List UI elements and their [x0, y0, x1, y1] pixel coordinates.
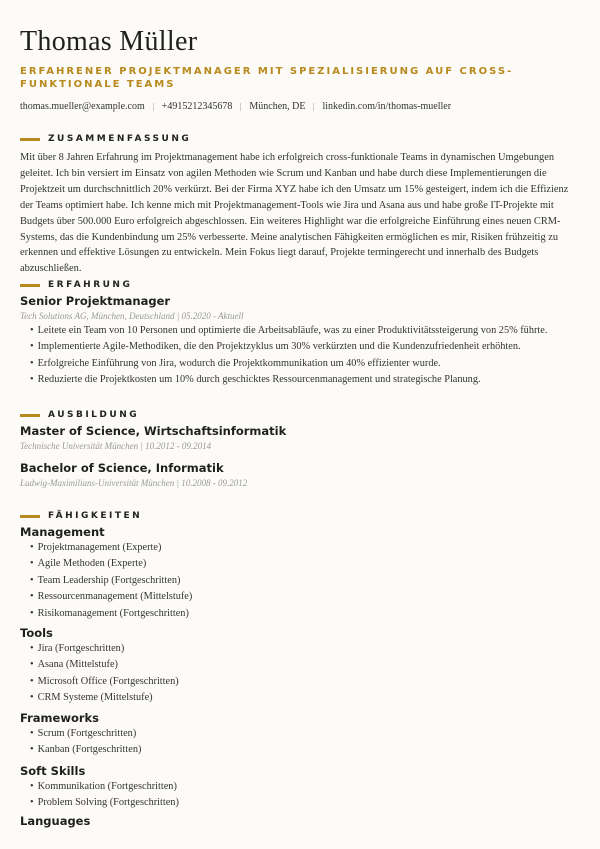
list-item: • Kommunikation (Fortgeschritten)	[30, 779, 179, 795]
section-accent-bar	[20, 414, 40, 417]
degree-meta: Technische Universität München | 10.2012 - 09.2014	[20, 441, 212, 451]
degree-title: Bachelor of Science, Informatik	[20, 461, 224, 475]
separator	[153, 103, 154, 111]
skill-category: Management	[20, 525, 105, 539]
list-item: • Erfolgreiche Einführung von Jira, wodurch die Projektkommunikation um 40% effizienter wurde.	[30, 356, 547, 372]
skill-list	[30, 726, 141, 759]
separator	[240, 103, 241, 111]
list-item: • Jira (Fortgeschritten)	[30, 641, 179, 657]
linkedin-link[interactable]: linkedin.com/in/thomas-mueller	[322, 101, 452, 112]
email-link[interactable]: thomas.mueller@example.com	[20, 101, 145, 112]
section-accent-bar	[20, 515, 40, 518]
separator	[313, 103, 314, 111]
candidate-name: Thomas Müller	[20, 26, 198, 57]
skill-category: Tools	[20, 626, 53, 640]
section-label: AUSBILDUNG	[48, 410, 140, 420]
candidate-headline: ERFAHRENER PROJEKTMANAGER MIT SPEZIALISIERUNG AUF CROSS-FUNKTIONALE TEAMS	[20, 66, 514, 90]
degree-meta: Ludwig-Maximilians-Universität München | 10.2008 - 09.2012	[20, 478, 248, 488]
contact-line	[20, 101, 451, 112]
section-accent-bar	[20, 284, 40, 287]
skill-list	[30, 540, 192, 622]
list-item: • CRM Systeme (Mittelstufe)	[30, 690, 179, 706]
list-item: • Microsoft Office (Fortgeschritten)	[30, 674, 179, 690]
list-item: • Leitete ein Team von 10 Personen und optimierte die Arbeitsabläufe, was zu einer Produktivitätssteigerung von 25% führte.	[30, 323, 547, 339]
section-heading-summary	[20, 134, 191, 144]
list-item: • Risikomanagement (Fortgeschritten)	[30, 606, 192, 622]
summary-text: Mit über 8 Jahren Erfahrung im Projektmanagement habe ich erfolgreich cross-funktionale Teams in dynamischen Umgebungen geleitet. Ich bin versiert im Einsatz von agilen Methoden wie Scrum und Kanban und habe durch diese Implementierungen die Projektzeit um durchschnittlich 20% verkürzt. Bei der Firma XYZ habe ich den Umsatz um 15% gesteigert, indem ich die Effizienz der Teams optimiert habe. Ich kenne mich mit Projektmanagement-Tools wie Jira und Asana aus und habe große IT-Projekte mit Budgets über 500.000 Euro erfolgreich abgeschlossen. Ein weiteres Highlight war die erfolgreiche Einführung eines neuen CRM-Systems, das die Kundenbindung um 25% verbesserte. Meine analytischen Fähigkeiten ermöglichen es mir, Risiken frühzeitig zu erkennen und effektive Lösungen zu entwickeln. Mein Fokus liegt darauf, Projekte termingerecht und innerhalb des Budgets abzuschließen.	[20, 152, 569, 275]
section-heading-skills	[20, 511, 142, 521]
list-item: • Scrum (Fortgeschritten)	[30, 726, 141, 742]
skill-category: Languages	[20, 814, 91, 828]
list-item: • Agile Methoden (Experte)	[30, 556, 192, 572]
section-accent-bar	[20, 138, 40, 141]
job-meta: Tech Solutions AG, München, Deutschland | 05.2020 - Aktuell	[20, 311, 244, 321]
section-label: ERFAHRUNG	[48, 280, 133, 290]
list-item: • Implementierte Agile-Methodiken, die den Projektzyklus um 30% verkürzten und die Kundenzufriedenheit erhöhten.	[30, 339, 547, 355]
phone-text: +4915212345678	[161, 101, 233, 112]
list-item: • Reduzierte die Projektkosten um 10% durch geschicktes Ressourcenmanagement und strategische Planung.	[30, 372, 547, 388]
list-item: • Ressourcenmanagement (Mittelstufe)	[30, 589, 192, 605]
skill-category: Soft Skills	[20, 764, 86, 778]
job-bullets	[30, 323, 547, 389]
list-item: • Team Leadership (Fortgeschritten)	[30, 573, 192, 589]
list-item: • Kanban (Fortgeschritten)	[30, 742, 141, 758]
skill-list	[30, 779, 179, 812]
section-heading-education	[20, 410, 139, 420]
list-item: • Asana (Mittelstufe)	[30, 657, 179, 673]
list-item: • Problem Solving (Fortgeschritten)	[30, 795, 179, 811]
job-title: Senior Projektmanager	[20, 294, 171, 308]
section-label: FÄHIGKEITEN	[48, 511, 143, 521]
section-heading-experience	[20, 280, 132, 290]
location-text: München, DE	[249, 101, 306, 112]
list-item: • Projektmanagement (Experte)	[30, 540, 192, 556]
skill-list	[30, 641, 179, 707]
section-label: ZUSAMMENFASSUNG	[48, 134, 192, 144]
degree-title: Master of Science, Wirtschaftsinformatik	[20, 424, 287, 438]
skill-category: Frameworks	[20, 711, 100, 725]
